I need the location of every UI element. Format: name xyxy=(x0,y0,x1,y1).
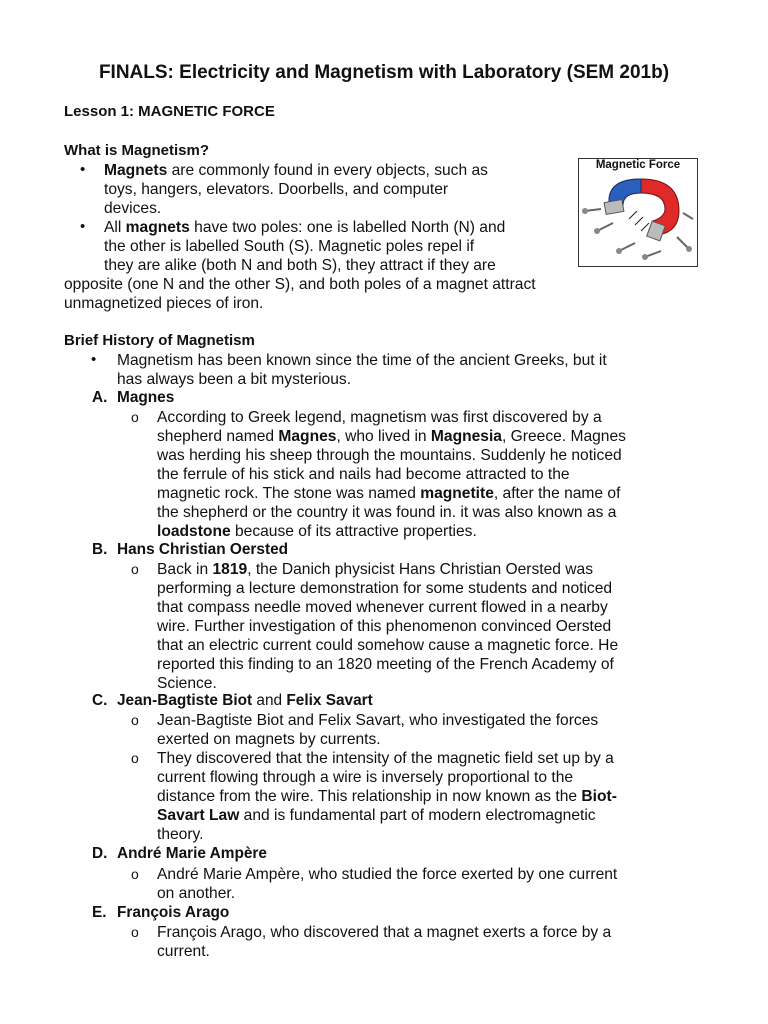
text-ampere: André Marie Ampère, who studied the force exerted by one current on another. xyxy=(157,866,618,902)
paragraph-poles-continued: opposite (one N and the other S), and both poles of a magnet attract unmagnetized pieces of iron. xyxy=(64,276,536,312)
text-magnes-legend: According to Greek legend, magnetism was first discovered by a shepherd named Magnes, who lived in Magnesia, Greece. Magnes was herding his sheep through the mountains. Suddenly he noticed the ferrule of his stick and nails had become attracted to the magnetic rock. The stone was named magnetite, after the name of the shepherd or the country it was found in. it was also known as a loadstone because of its attractive properties. xyxy=(157,409,626,540)
sub-bullet: o xyxy=(131,712,139,728)
sub-bullet: o xyxy=(131,409,139,425)
bullet-text-magnets-common: Magnets are commonly found in every objects, such as toys, hangers, elevators. Doorbells, and computer devices. xyxy=(104,162,488,217)
subsection-d-ampere: D. André Marie Ampère xyxy=(92,845,267,862)
subsection-a-magnes: A. Magnes xyxy=(92,389,175,406)
subsection-c-biot-savart: C. Jean-Bagtiste Biot and Felix Savart xyxy=(92,692,373,709)
bullet: • xyxy=(80,161,86,178)
text-oersted: Back in 1819, the Danich physicist Hans Christian Oersted was performing a lecture demonstration for some students and noticed that compass needle moved whenever current flowed in a nearby wire. Further investigation of this phenomenon convinced Oersted that an electric current could somehow cause a magnetic force. He reported this finding to an 1820 meeting of the French Academy of Science. xyxy=(157,561,619,692)
horseshoe-magnet-illustration xyxy=(579,159,697,266)
section-heading-brief-history: Brief History of Magnetism xyxy=(64,332,255,349)
text-biot-savart-2: They discovered that the intensity of the magnetic field set up by a current flowing through a wire is inversely proportional to the distance from the wire. This relationship in now known as the Biot- Savart Law and is fundamental part of modern electromagnetic theory. xyxy=(157,750,617,843)
section-heading-what-is-magnetism: What is Magnetism? xyxy=(64,142,210,159)
figure-caption: Magnetic Force xyxy=(595,159,681,171)
bullet: • xyxy=(80,218,86,235)
text-arago: François Arago, who discovered that a magnet exerts a force by a current. xyxy=(157,924,612,960)
text-biot-savart-1: Jean-Bagtiste Biot and Felix Savart, who investigated the forces exerted on magnets by currents. xyxy=(157,712,599,748)
subsection-e-arago: E. François Arago xyxy=(92,904,230,921)
sub-bullet: o xyxy=(131,866,139,882)
magnetic-force-figure xyxy=(578,158,698,267)
document-title: FINALS: Electricity and Magnetism with Laboratory (SEM 201b) xyxy=(98,62,670,83)
sub-bullet: o xyxy=(131,561,139,577)
bullet-text-history-intro: Magnetism has been known since the time of the ancient Greeks, but it has always been a bit mysterious. xyxy=(117,352,607,388)
sub-bullet: o xyxy=(131,924,139,940)
sub-bullet: o xyxy=(131,750,139,766)
subsection-b-oersted: B. Hans Christian Oersted xyxy=(92,541,289,558)
bullet: • xyxy=(91,351,97,368)
bullet-text-two-poles: All magnets have two poles: one is labelled North (N) and the other is labelled South (S). Magnetic poles repel if they are alike (both N and both S), they attract if they are xyxy=(104,219,506,274)
lesson-heading: Lesson 1: MAGNETIC FORCE xyxy=(64,103,275,120)
